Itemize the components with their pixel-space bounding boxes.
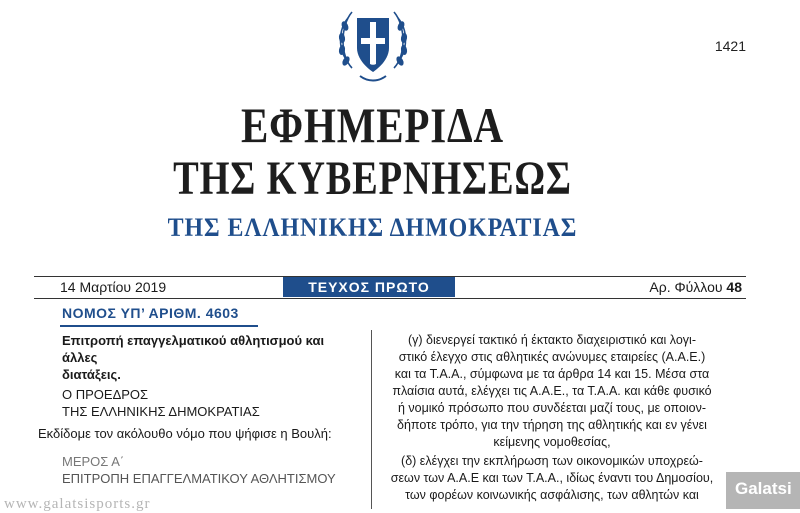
text-line: πλαίσια αυτά, ελέγχει τις Α.Α.Ε., τα Τ.Α.Α. και κάθε φυσικό <box>392 384 712 398</box>
text-line: δήποτε τρόπο, για την τήρηση της αθλητικής και εν γένει <box>397 418 707 432</box>
president-heading <box>62 386 362 420</box>
gazette-subtitle: ΤΗΣ ΕΛΛΗΝΙΚΗΣ ΔΗΜΟΚΡΑΤΙΑΣ <box>167 213 578 242</box>
law-title: ΝΟΜΟΣ ΥΠ’ ΑΡΙΘΜ. 4603 <box>62 305 239 321</box>
part-heading: ΜΕΡΟΣ Α΄ <box>62 454 125 469</box>
sheet-label: Αρ. Φύλλου <box>649 279 723 295</box>
paragraph-g <box>383 332 721 451</box>
law-title-underline <box>60 325 258 327</box>
paragraph-d <box>383 453 721 504</box>
sheet-number <box>649 279 742 295</box>
watermark-logo-text: Galatsi <box>735 479 792 498</box>
page-number: 1421 <box>714 38 746 54</box>
column-divider <box>371 330 372 509</box>
text-line: στικό έλεγχο στις αθλητικές ανώνυμες εταιρείες (Α.Α.Ε.) <box>398 350 706 364</box>
issue-date: 14 Μαρτίου 2019 <box>60 279 167 295</box>
law-description-line: διατάξεις. <box>62 367 121 382</box>
president-line: Ο ΠΡΟΕΔΡΟΣ <box>62 387 149 402</box>
gazette-title-line2: ΤΗΣ ΚΥΒΕΡΝΗΣΕΩΣ <box>173 152 572 205</box>
gazette-title-line1: ΕΦΗΜΕΡΙΔΑ <box>241 97 504 153</box>
sheet-number-value: 48 <box>726 279 742 295</box>
website-watermark: www.galatsisports.gr <box>4 496 151 512</box>
president-line: ΤΗΣ ΕΛΛΗΝΙΚΗΣ ΔΗΜΟΚΡΑΤΙΑΣ <box>62 404 260 419</box>
text-line: (δ) ελέγχει την εκπλήρωση των οικονομικών υποχρεώ- <box>401 454 703 468</box>
issue-bar-bottom-rule <box>34 298 746 299</box>
text-line: των φορέων κοινωνικής ασφάλισης, των αθλητών και <box>405 488 699 502</box>
part-title: ΕΠΙΤΡΟΠΗ ΕΠΑΓΓΕΛΜΑΤΙΚΟΥ ΑΘΛΗΤΙΣΜΟΥ <box>62 471 336 486</box>
enactment-clause: Εκδίδομε τον ακόλουθο νόμο που ψήφισε η Βουλή: <box>38 426 332 441</box>
text-line: και τα Τ.Α.Α., σύμφωνα με τα άρθρα 14 και 15. Μέσα στα <box>394 367 710 381</box>
text-line: (γ) διενεργεί τακτικό ή έκτακτο διαχειριστικό και λογι- <box>408 333 696 347</box>
issue-label: ΤΕΥΧΟΣ ΠΡΩΤΟ <box>283 277 455 297</box>
text-line: σεων των Α.Α.Ε και των Τ.Α.Α., ιδίως έναντι του Δημοσίου, <box>390 471 714 485</box>
text-line: ή νομικό πρόσωπο που συνδέεται μαζί τους, με οποιον- <box>397 401 707 415</box>
right-column-text <box>383 332 721 504</box>
law-description-line: Επιτροπή επαγγελματικού αθλητισμού και άλλες <box>62 333 325 365</box>
text-line: κείμενης νομοθεσίας, <box>493 435 611 449</box>
law-description <box>62 332 362 383</box>
greek-coat-of-arms-icon <box>330 2 416 88</box>
